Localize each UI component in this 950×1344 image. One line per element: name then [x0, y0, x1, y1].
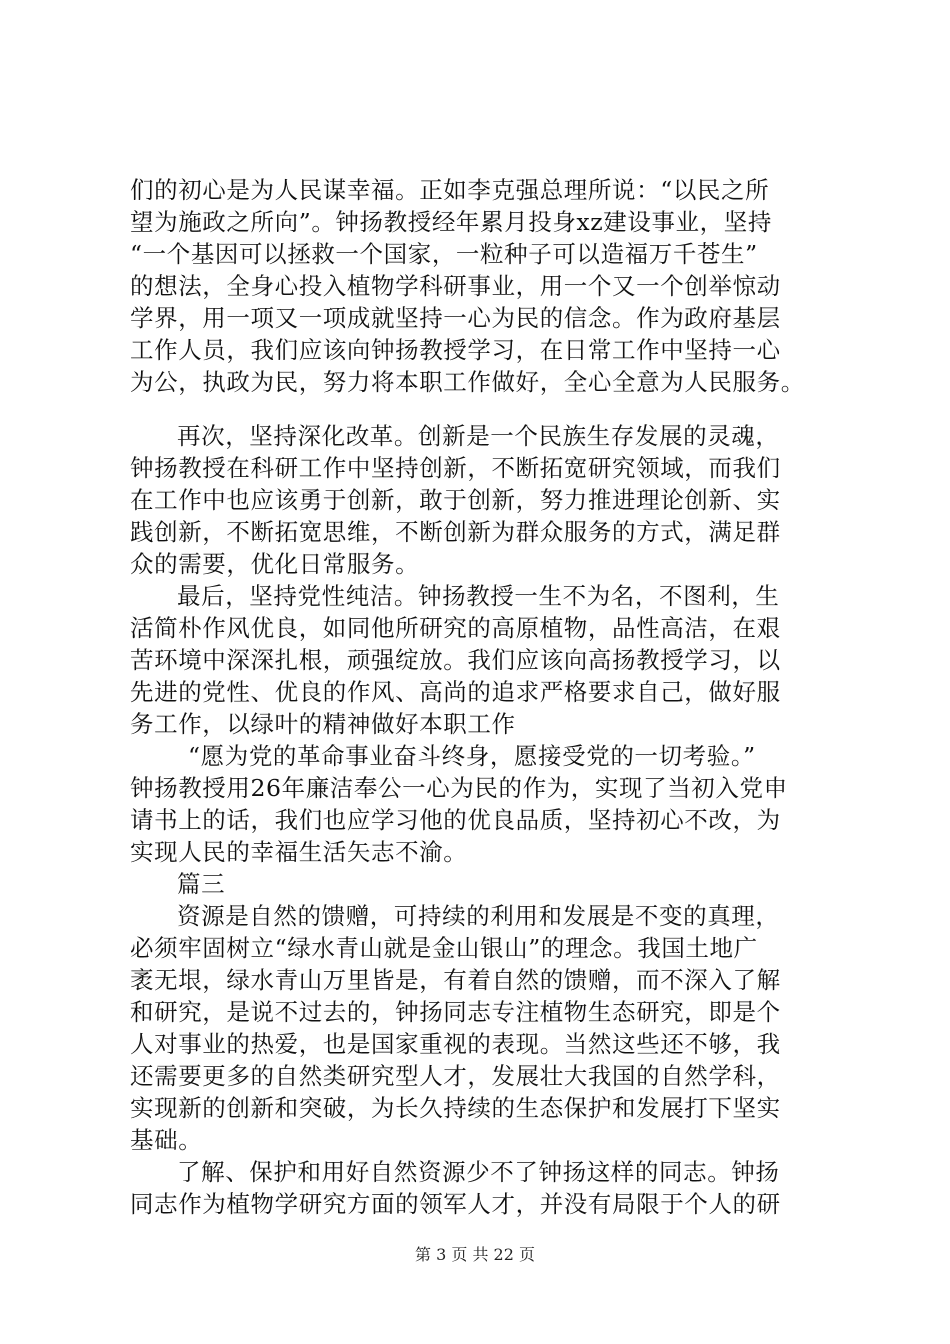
text-line: 践创新，不断拓宽思维，不断创新为群众服务的方式，满足群 — [130, 518, 781, 546]
text-line: 同志作为植物学研究方面的领军人才，并没有局限于个人的研 — [130, 1190, 781, 1218]
text-line: 钟扬教授用26年廉洁奉公一心为民的作为，实现了当初入党申 — [130, 774, 788, 802]
text-line: 活简朴作风优良，如同他所研究的高原植物，品性高洁，在艰 — [130, 614, 781, 642]
text-line: “愿为党的革命事业奋斗终身，愿接受党的一切考验。” — [188, 742, 756, 770]
text-line: 在工作中也应该勇于创新，敢于创新，努力推进理论创新、实 — [130, 486, 781, 514]
paragraph-4 — [130, 740, 830, 868]
text-line: “一个基因可以拯救一个国家，一粒种子可以造福万千苍生” — [130, 240, 758, 268]
text-line: 了解、保护和用好自然资源少不了钟扬这样的同志。钟扬 — [177, 1158, 780, 1186]
text-line: 先进的党性、优良的作风、高尚的追求严格要求自己，做好服 — [130, 678, 781, 706]
text-line: 务工作，以绿叶的精神做好本职工作 — [130, 710, 516, 738]
text-line: 众的需要，优化日常服务。 — [130, 550, 420, 578]
text-line: 实现新的创新和突破，为长久持续的生态保护和发展打下坚实 — [130, 1094, 781, 1122]
text-line: 和研究，是说不过去的，钟扬同志专注植物生态研究，即是个 — [130, 998, 781, 1026]
text-line: 的想法，全身心投入植物学科研事业，用一个又一个创举惊动 — [130, 272, 781, 300]
text-line: 袤无垠，绿水青山万里皆是，有着自然的馈赠，而不深入了解 — [130, 966, 781, 994]
document-body — [130, 174, 830, 1220]
text-line: 为公，执政为民，努力将本职工作做好，全心全意为人民服务。 — [130, 368, 805, 396]
section-heading: 篇三 — [177, 870, 226, 898]
text-line: 还需要更多的自然类研究型人才，发展壮大我国的自然学科， — [130, 1062, 781, 1090]
paragraph-2 — [130, 420, 830, 580]
text-line: 请书上的话，我们也应学习他的优良品质，坚持初心不改，为 — [130, 806, 781, 834]
text-line: 苦环境中深深扎根，顽强绽放。我们应该向高扬教授学习，以 — [130, 646, 781, 674]
paragraph-6 — [130, 1156, 830, 1220]
text-line: 学界，用一项又一项成就坚持一心为民的信念。作为政府基层 — [130, 304, 781, 332]
text-line: 人对事业的热爱，也是国家重视的表现。当然这些还不够，我 — [130, 1030, 781, 1058]
text-line: 资源是自然的馈赠，可持续的利用和发展是不变的真理， — [177, 902, 780, 930]
text-line: 望为施政之所向”。钟扬教授经年累月投身xz建设事业，坚持 — [130, 208, 772, 236]
text-line: 工作人员，我们应该向钟扬教授学习，在日常工作中坚持一心 — [130, 336, 781, 364]
paragraph-5 — [130, 900, 830, 1156]
paragraph-3 — [130, 580, 830, 740]
text-line: 再次，坚持深化改革。创新是一个民族生存发展的灵魂， — [177, 422, 780, 450]
text-line: 必须牢固树立“绿水青山就是金山银山”的理念。我国土地广 — [130, 934, 758, 962]
text-line: 基础。 — [130, 1126, 203, 1154]
paragraph-gap — [130, 398, 830, 420]
text-line: 实现人民的幸福生活矢志不渝。 — [130, 838, 468, 866]
text-line: 钟扬教授在科研工作中坚持创新，不断拓宽研究领域，而我们 — [130, 454, 781, 482]
text-line: 们的初心是为人民谋幸福。正如李克强总理所说：“以民之所 — [130, 176, 770, 204]
paragraph-1 — [130, 174, 830, 398]
page-number-footer: 第 3 页 共 22 页 — [415, 1245, 535, 1264]
text-line: 最后，坚持党性纯洁。钟扬教授一生不为名，不图利，生 — [177, 582, 780, 610]
